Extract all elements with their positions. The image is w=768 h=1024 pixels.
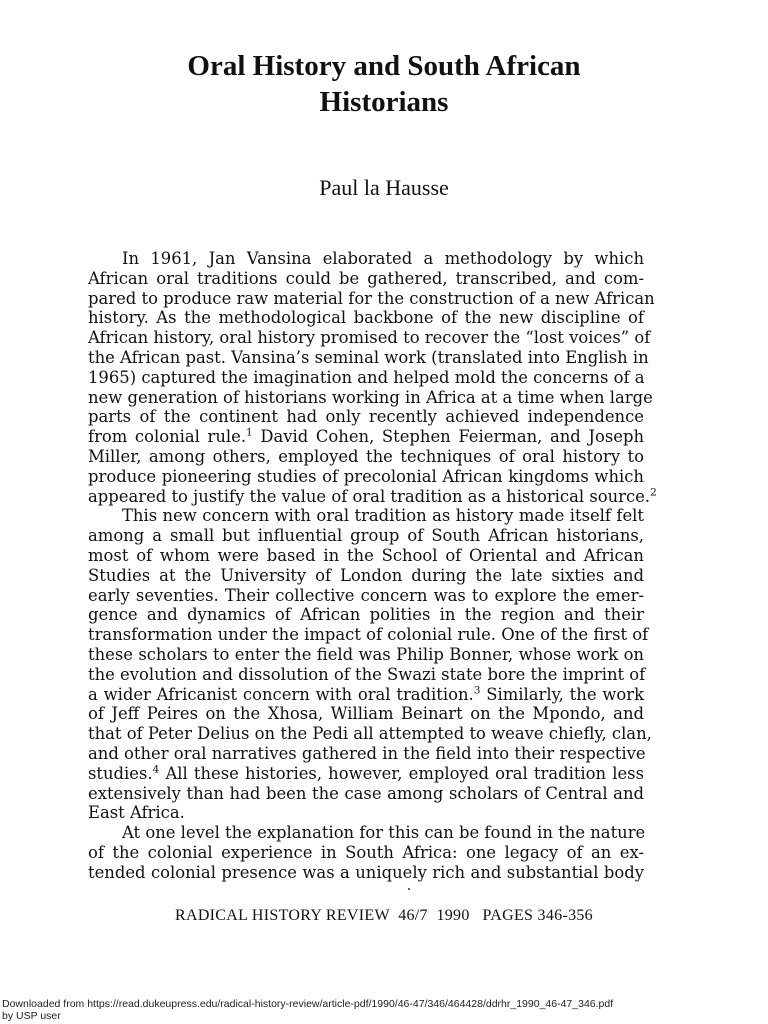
text-line: of Jeff Peires on the Xhosa, William Beinart on the Mpondo, and [88,704,644,724]
text-line: extensively than had been the case among scholars of Central and [88,783,644,803]
text-line: Studies at the University of London during the late sixties and [88,565,644,585]
text-line: Miller, among others, employed the techniques of oral history to [88,446,644,466]
title-line: Oral History and South African [187,50,581,82]
text-line [88,685,644,705]
text-line: history. As the methodological backbone of the new discipline of [88,308,644,328]
scan-speck [408,888,410,890]
article-title [80,48,688,120]
title-line: Historians [319,86,449,118]
text-line: At one level the explanation for this can be found in the nature [122,823,646,843]
text-line: African oral traditions could be gathered, transcribed, and com- [88,268,644,288]
journal-citation: RADICAL HISTORY REVIEW 46/7 1990 PAGES 346-356 [175,907,593,924]
text-line: the evolution and dissolution of the Swazi state bore the imprint of [88,664,646,684]
download-user-line: by USP user [2,1010,61,1022]
text-line: most of whom were based in the School of Oriental and African [88,545,644,565]
text-line: transformation under the impact of colonial rule. One of the first of [88,625,649,645]
text-line: pared to produce raw material for the construction of a new African [88,288,655,308]
line-text: All these histories, however, employed oral tradition less [159,763,644,783]
text-line: these scholars to enter the field was Philip Bonner, whose work on [88,644,644,664]
download-url-line[interactable]: Downloaded from https://read.dukeupress.edu/radical-history-review/article-pdf/1990/46-47/346/464428/ddrhr_1990_46-47_346.pdf [2,998,614,1010]
text-line: East Africa. [88,803,185,823]
text-line: that of Peter Delius on the Pedi all attempted to weave chiefly, clan, [88,724,652,744]
footnote-ref-1[interactable]: 1 [246,426,253,439]
paragraph [88,506,652,823]
text-line [88,486,657,507]
text-line: parts of the continent had only recently achieved independence [88,407,644,427]
text-line: produce pioneering studies of precolonial African kingdoms which [88,466,644,486]
line-text: David Cohen, Stephen Feierman, and Joseph [252,427,644,447]
line-text: a wider Africanist concern with oral tradition. [88,684,474,704]
footnote-ref-3[interactable]: 3 [473,684,481,697]
text-line: In 1961, Jan Vansina elaborated a methodology by which [122,249,644,268]
line-text: Similarly, the work [480,684,645,704]
article-author: Paul la Hausse [319,175,449,200]
text-line: This new concern with oral tradition as history made itself felt [122,506,644,526]
footnote-ref-4[interactable]: 4 [152,763,160,776]
text-line: gence and dynamics of African polities in the region and their [88,605,644,625]
text-line: 1965) captured the imagination and helped mold the concerns of a [88,367,645,387]
article-body [88,249,657,883]
line-text: appeared to justify the value of oral tradition as a historical source. [88,486,651,506]
text-line [88,427,644,447]
text-line: early seventies. Their collective concern was to explore the emer- [88,585,644,605]
footnote-ref-2[interactable]: 2 [650,486,657,499]
line-text: studies. [88,763,153,783]
text-line [88,764,644,784]
paragraph [88,249,657,506]
text-line: of the colonial experience in South Africa: one legacy of an ex- [88,842,644,862]
text-line: African history, oral history promised to recover the “lost voices” of [88,328,651,348]
text-line: and other oral narratives gathered in the field into their respective [88,743,646,763]
line-text: from colonial rule. [88,427,247,447]
paragraph [88,823,644,882]
download-notice [2,998,766,1022]
text-line: among a small but influential group of South African historians, [88,526,644,546]
text-line: new generation of historians working in Africa at a time when large [88,387,653,407]
text-line: tended colonial presence was a uniquely rich and substantial body [88,862,644,882]
text-line: the African past. Vansina’s seminal work (translated into English in [88,347,649,367]
